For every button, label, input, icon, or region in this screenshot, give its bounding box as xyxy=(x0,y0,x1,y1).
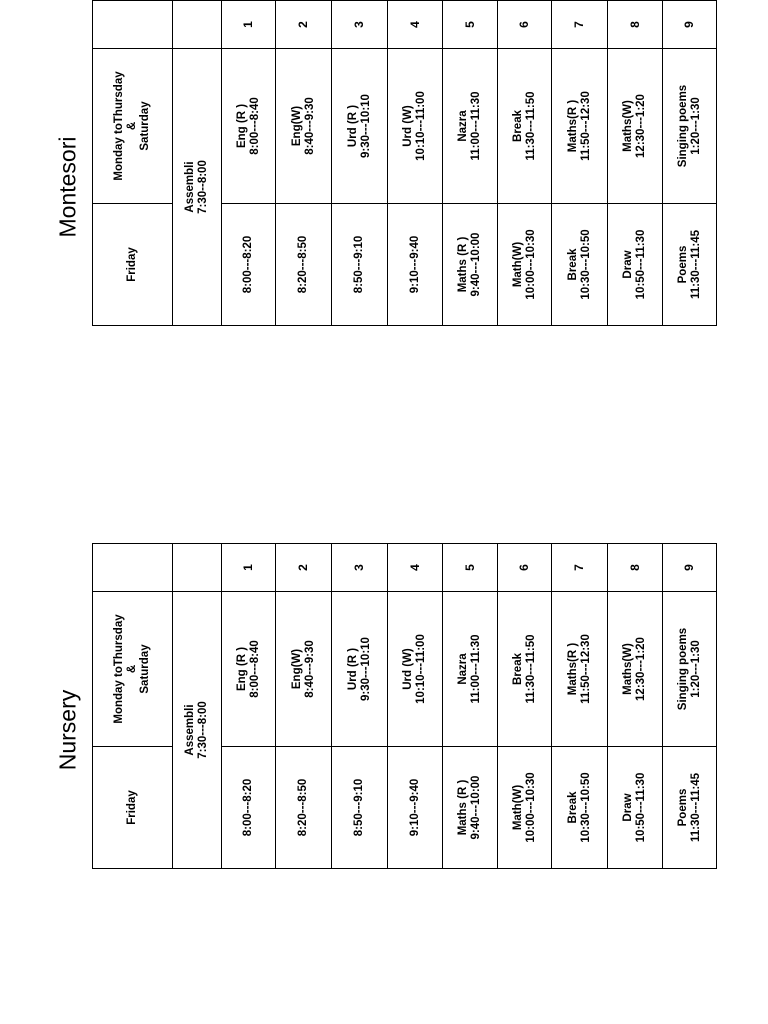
nursery-timetable xyxy=(92,543,717,869)
friday-period-cell xyxy=(498,204,552,326)
period-subject: Eng (R ) xyxy=(235,646,248,692)
period-subject: Maths(R ) xyxy=(566,642,579,696)
period-row xyxy=(552,544,608,869)
period-subject: Break xyxy=(566,248,579,281)
period-time: 8:00---8:40 xyxy=(248,640,261,698)
period-time: 9:30---10:10 xyxy=(359,94,372,158)
period-time: 11:30---11:50 xyxy=(524,91,537,161)
period-time: 10:30---10:50 xyxy=(579,772,592,843)
assembly-label: Assembli xyxy=(184,704,196,756)
period-time: 12:30---1:20 xyxy=(635,637,647,701)
period-subject: Draw xyxy=(622,793,634,822)
period-number: 6 xyxy=(498,1,552,49)
period-time: 9:10---9:40 xyxy=(408,778,421,837)
period-number: 7 xyxy=(552,1,608,49)
period-number: 5 xyxy=(443,544,498,592)
period-subject: Break xyxy=(511,653,524,685)
weekday-period-cell xyxy=(332,49,388,204)
weekday-period-cell xyxy=(552,49,608,204)
period-number: 4 xyxy=(388,544,443,592)
period-subject: Maths(W) xyxy=(622,643,634,695)
period-subject: Maths(R ) xyxy=(566,99,579,153)
period-time: 10:50---11:30 xyxy=(635,229,647,300)
weekday-period-cell xyxy=(222,49,276,204)
period-subject: Nazra xyxy=(457,653,469,685)
period-row xyxy=(276,1,332,326)
period-subject: Urd (R ) xyxy=(346,104,359,148)
friday-period-cell xyxy=(552,747,608,869)
period-time: 8:40---9:30 xyxy=(303,640,316,698)
weekday-period-cell xyxy=(222,592,276,747)
period-row xyxy=(222,1,276,326)
period-row xyxy=(663,1,717,326)
period-subject: Singing poems xyxy=(676,627,689,711)
weekday-period-cell xyxy=(443,49,498,204)
weekday-period-cell xyxy=(443,592,498,747)
period-subject: Maths (R ) xyxy=(457,236,469,293)
period-number: 8 xyxy=(608,544,663,592)
period-number: 3 xyxy=(332,1,388,49)
period-number: 7 xyxy=(552,544,608,592)
period-number: 5 xyxy=(443,1,498,49)
weekdays-header: Monday toThursday & Saturday xyxy=(93,592,173,747)
number-header xyxy=(93,544,173,592)
period-subject: Urd (W) xyxy=(402,105,414,147)
weekday-period-cell xyxy=(663,592,717,747)
friday-period-cell xyxy=(222,204,276,326)
period-subject: Math(W) xyxy=(511,784,524,831)
assembly-time: 7:30--8:00 xyxy=(197,160,209,214)
friday-period-cell xyxy=(443,747,498,869)
period-subject: Urd (R ) xyxy=(346,647,359,691)
weekday-period-cell xyxy=(332,592,388,747)
period-row xyxy=(498,544,552,869)
weekdays-header: Monday toThursday & Saturday xyxy=(93,49,173,204)
weekday-period-cell xyxy=(552,592,608,747)
friday-period-cell xyxy=(663,204,717,326)
weekday-period-cell xyxy=(276,592,332,747)
period-number: 1 xyxy=(222,1,276,49)
period-row xyxy=(276,544,332,869)
period-time: 1:20---1:30 xyxy=(689,640,702,698)
period-row xyxy=(332,1,388,326)
period-time: 9:40---10:00 xyxy=(470,232,482,297)
friday-period-cell xyxy=(388,204,443,326)
friday-period-cell xyxy=(388,747,443,869)
weekday-period-cell xyxy=(276,49,332,204)
period-subject: Poems xyxy=(676,788,689,827)
friday-header: Friday xyxy=(93,747,173,869)
period-time: 11:30---11:45 xyxy=(689,229,702,300)
assembly-cell xyxy=(173,49,222,326)
period-number: 3 xyxy=(332,544,388,592)
period-subject: Math(W) xyxy=(511,241,524,288)
period-row xyxy=(443,544,498,869)
period-time: 10:10---11:00 xyxy=(415,634,427,704)
assembly-number xyxy=(173,544,222,592)
assembly-number xyxy=(173,1,222,49)
friday-header: Friday xyxy=(93,204,173,326)
period-row xyxy=(388,544,443,869)
period-number: 1 xyxy=(222,544,276,592)
period-time: 11:30---11:45 xyxy=(689,772,702,843)
friday-period-cell xyxy=(608,204,663,326)
weekday-period-cell xyxy=(498,49,552,204)
number-header xyxy=(93,1,173,49)
period-time: 1:20---1:30 xyxy=(689,97,702,155)
period-subject: Poems xyxy=(676,245,689,284)
period-time: 11:00---11:30 xyxy=(470,91,482,161)
period-subject: Urd (W) xyxy=(402,648,414,690)
period-time: 9:30---10:10 xyxy=(359,637,372,701)
period-row xyxy=(222,544,276,869)
assembly-row xyxy=(173,1,222,326)
nursery-title: Nursery xyxy=(54,689,81,771)
period-subject: Eng(W) xyxy=(290,105,303,147)
friday-period-cell xyxy=(276,204,332,326)
period-time: 10:50---11:30 xyxy=(635,772,647,843)
period-row xyxy=(552,1,608,326)
nursery-rows xyxy=(222,544,717,869)
period-time: 8:40---9:30 xyxy=(303,97,316,155)
period-number: 6 xyxy=(498,544,552,592)
period-time: 8:20---8:50 xyxy=(297,235,309,294)
period-time: 8:00---8:20 xyxy=(242,235,254,294)
period-row xyxy=(388,1,443,326)
period-subject: Eng(W) xyxy=(290,648,303,690)
period-subject: Break xyxy=(511,110,524,142)
period-number: 9 xyxy=(663,1,717,49)
montesori-timetable xyxy=(92,0,717,326)
timetable-header-row xyxy=(93,1,173,326)
friday-period-cell xyxy=(443,204,498,326)
period-number: 2 xyxy=(276,1,332,49)
period-time: 12:30---1:20 xyxy=(635,94,647,158)
weekday-period-cell xyxy=(608,592,663,747)
friday-period-cell xyxy=(498,747,552,869)
period-time: 8:50---9:10 xyxy=(353,235,365,294)
period-subject: Eng (R ) xyxy=(235,103,248,149)
period-number: 4 xyxy=(388,1,443,49)
friday-period-cell xyxy=(663,747,717,869)
period-time: 8:20---8:50 xyxy=(297,778,309,837)
period-time: 8:50---9:10 xyxy=(353,778,365,837)
weekday-period-cell xyxy=(388,49,443,204)
period-time: 11:00---11:30 xyxy=(470,634,482,704)
friday-period-cell xyxy=(552,204,608,326)
friday-period-cell xyxy=(222,747,276,869)
period-time: 11:30---11:50 xyxy=(524,634,537,704)
assembly-time: 7:30---8:00 xyxy=(197,701,209,759)
period-subject: Maths (R ) xyxy=(457,779,469,836)
period-subject: Maths(W) xyxy=(622,100,634,152)
friday-period-cell xyxy=(276,747,332,869)
period-time: 10:30---10:50 xyxy=(579,229,592,300)
period-number: 9 xyxy=(663,544,717,592)
period-time: 8:00---8:40 xyxy=(248,97,261,155)
period-subject: Nazra xyxy=(457,110,469,142)
friday-period-cell xyxy=(332,204,388,326)
period-row xyxy=(663,544,717,869)
period-time: 10:00---10:30 xyxy=(524,229,537,300)
assembly-row xyxy=(173,544,222,869)
period-time: 10:00---10:30 xyxy=(524,772,537,843)
period-time: 11:50---12:30 xyxy=(579,91,592,161)
period-time: 9:10---9:40 xyxy=(408,235,421,294)
period-row xyxy=(608,1,663,326)
period-row xyxy=(608,544,663,869)
period-row xyxy=(443,1,498,326)
montesori-rows xyxy=(222,1,717,326)
period-number: 2 xyxy=(276,544,332,592)
weekday-period-cell xyxy=(388,592,443,747)
period-time: 10:10---11:00 xyxy=(415,91,427,161)
period-row xyxy=(498,1,552,326)
friday-period-cell xyxy=(332,747,388,869)
timetable-header-row xyxy=(93,544,173,869)
period-subject: Singing poems xyxy=(676,84,689,168)
period-row xyxy=(332,544,388,869)
period-subject: Draw xyxy=(622,250,634,279)
weekday-period-cell xyxy=(608,49,663,204)
weekday-period-cell xyxy=(663,49,717,204)
assembly-cell xyxy=(173,592,222,869)
period-number: 8 xyxy=(608,1,663,49)
period-subject: Break xyxy=(566,791,579,824)
weekday-period-cell xyxy=(498,592,552,747)
period-time: 9:40---10:00 xyxy=(470,775,482,840)
assembly-label: Assembli xyxy=(184,161,196,213)
montesori-title: Montesori xyxy=(54,136,81,238)
friday-period-cell xyxy=(608,747,663,869)
period-time: 8:00---8:20 xyxy=(242,778,254,837)
period-time: 11:50---12:30 xyxy=(579,634,592,704)
